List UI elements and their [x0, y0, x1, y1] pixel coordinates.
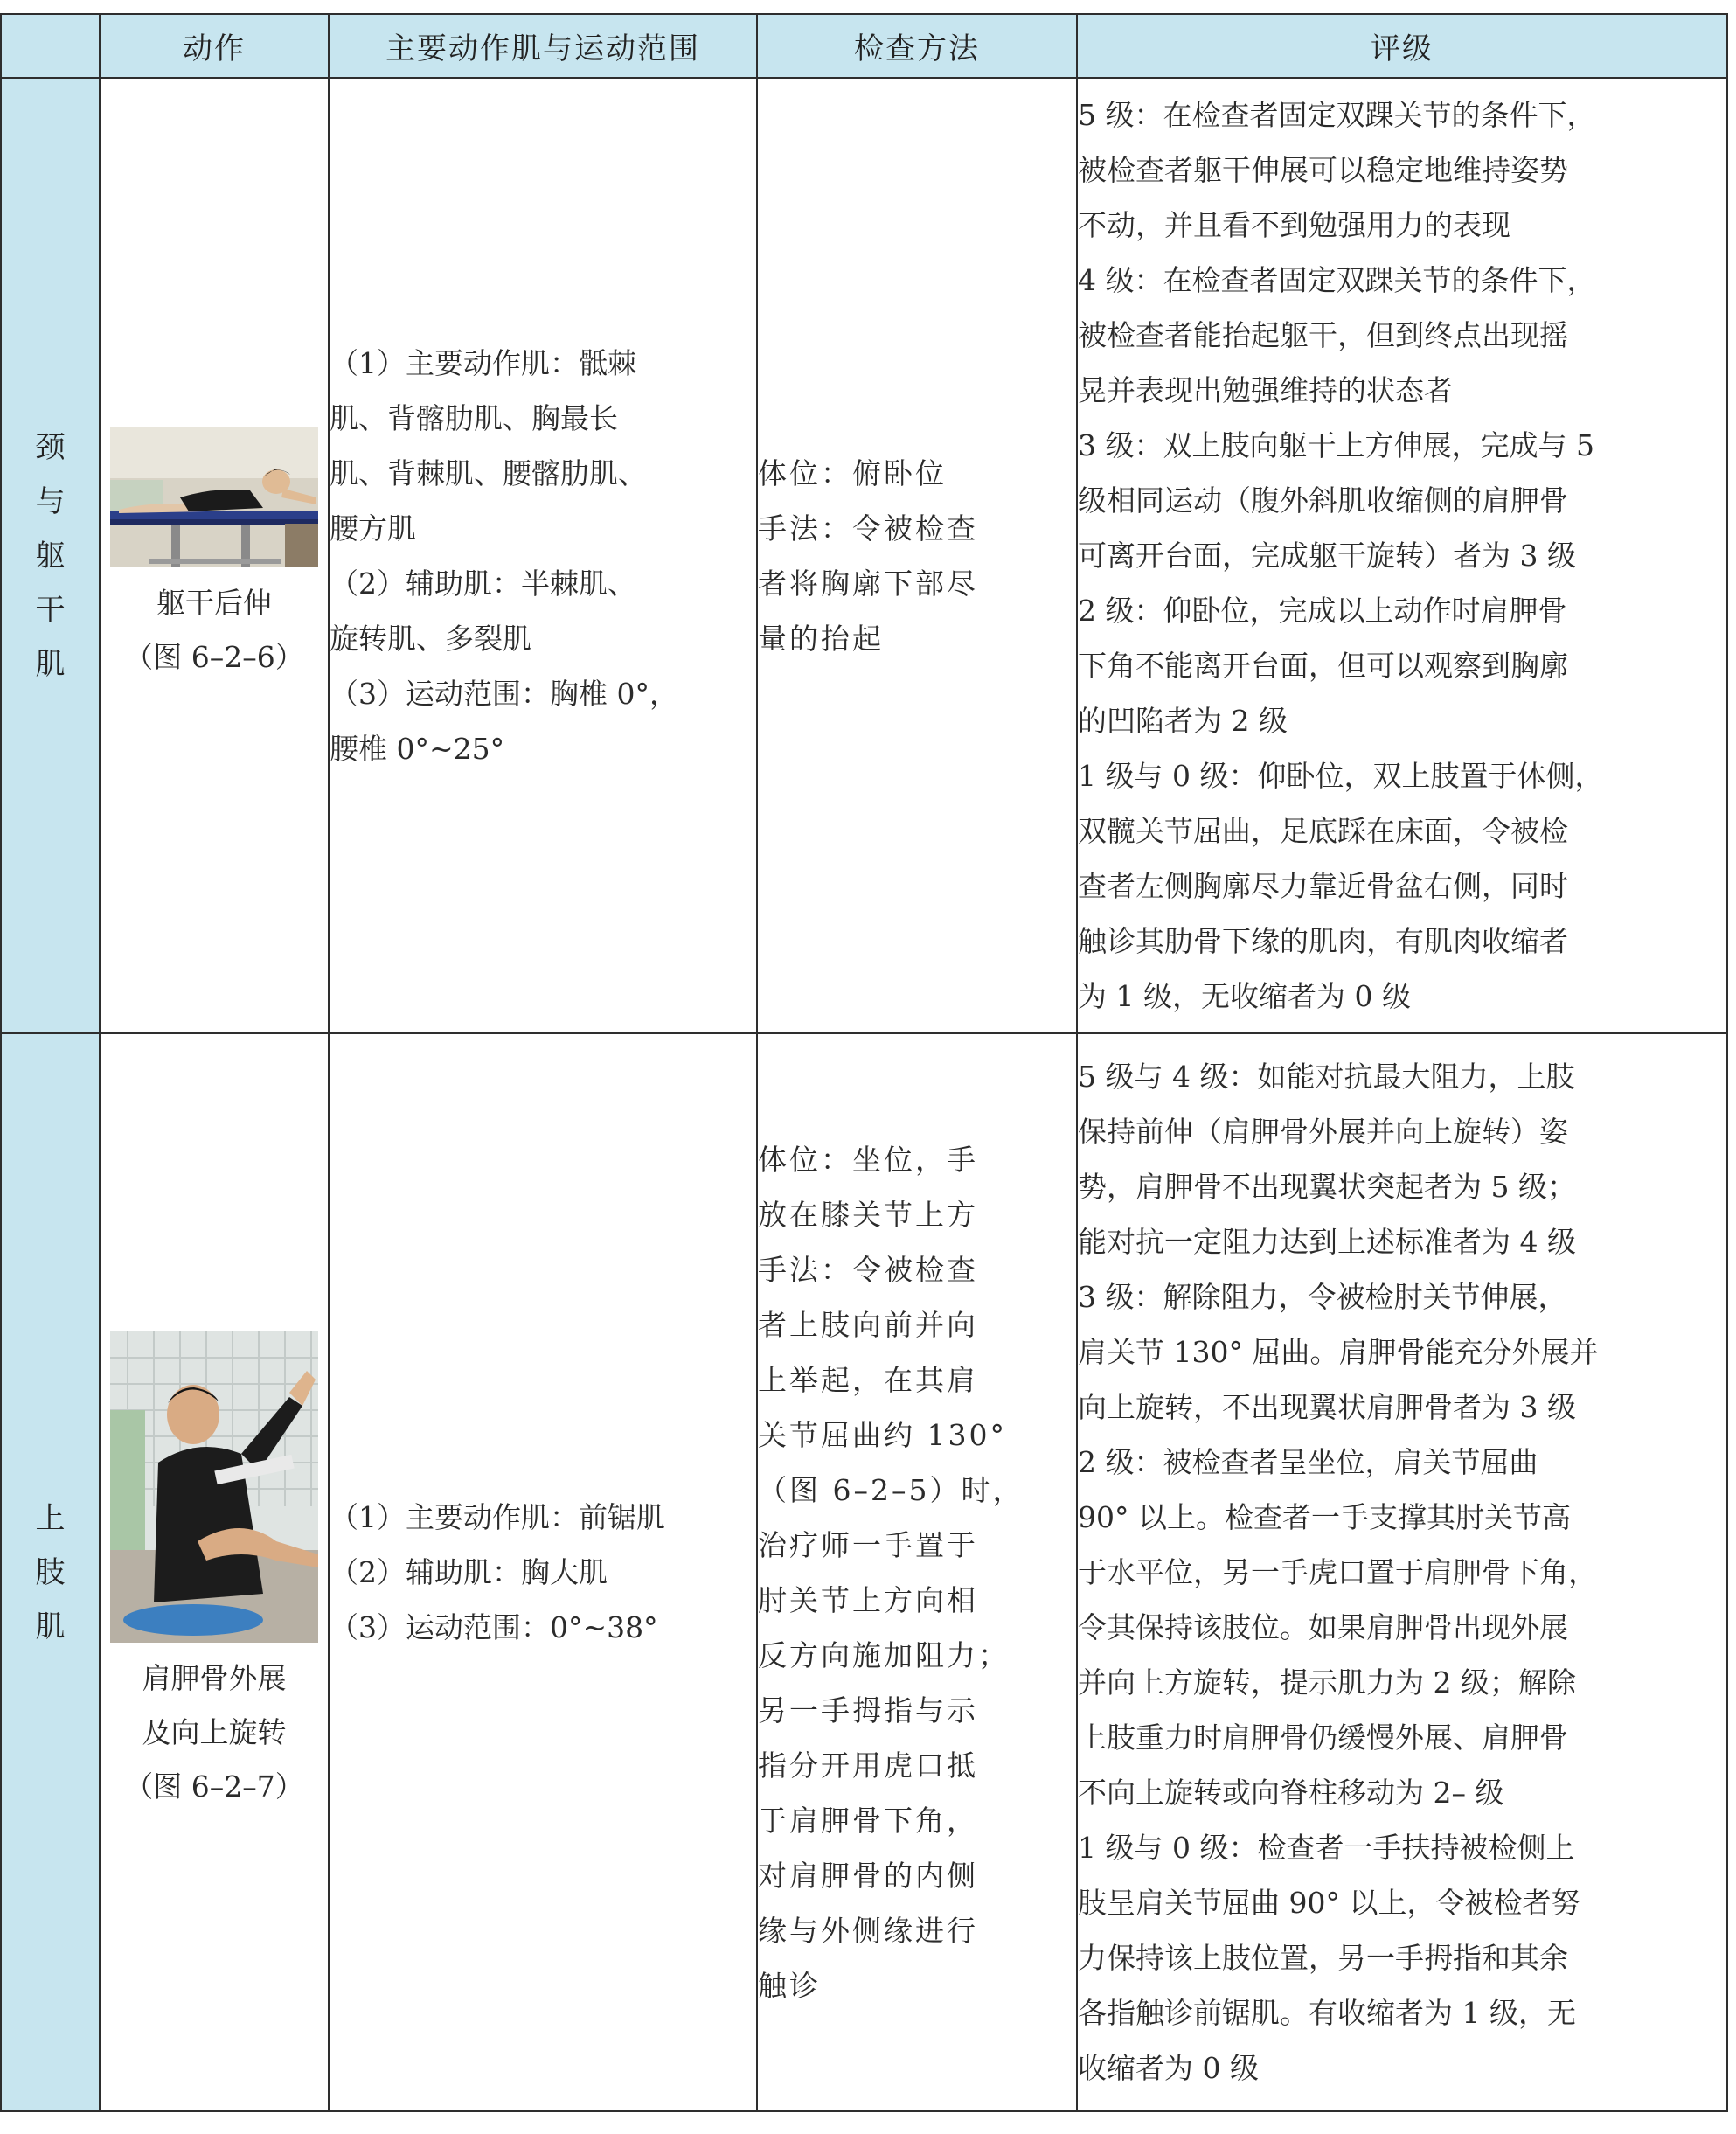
grade-text-line: 5 级与 4 级：如能对抗最大阻力，上肢	[1078, 1060, 1575, 1094]
method-text-line: 治疗师一手置于	[758, 1527, 978, 1562]
method-text-line: 反方向施加阻力；	[758, 1637, 1010, 1672]
method-text-line: 量的抬起	[758, 621, 884, 656]
grade-text-line: 1 级与 0 级：仰卧位，双上肢置于体侧，	[1078, 759, 1604, 793]
method-cell	[757, 1033, 1077, 2111]
muscle-text-line: 肌、背棘肌、腰髂肋肌、	[330, 455, 647, 490]
muscle-text-line: 腰椎 0°~25°	[330, 731, 505, 766]
grade-text-line: 力保持该上肢位置，另一手拇指和其余	[1078, 1941, 1568, 1975]
grade-text-line: 肢呈肩关节屈曲 90° 以上，令被检者努	[1078, 1886, 1580, 1920]
table-row-upper-limb	[1, 1033, 1727, 2111]
grade-text-line: 2 级：仰卧位，完成以上动作时肩胛骨	[1078, 594, 1567, 628]
grade-text-line: 于水平位，另一手虎口置于肩胛骨下角，	[1078, 1555, 1597, 1589]
category-char: 上	[35, 1500, 66, 1536]
grade-text-line: 肩关节 130° 屈曲。肩胛骨能充分外展并	[1078, 1335, 1599, 1369]
header-category	[1, 14, 100, 78]
grade-text-line: 能对抗一定阻力达到上述标准者为 4 级	[1078, 1225, 1576, 1259]
grade-text-line: 不向上旋转或向脊柱移动为 2– 级	[1078, 1776, 1504, 1810]
grade-cell	[1077, 78, 1727, 1033]
grade-text-line: 5 级：在检查者固定双踝关节的条件下，	[1078, 98, 1596, 132]
grade-text-line: 的凹陷者为 2 级	[1078, 704, 1288, 738]
category-char: 干	[35, 592, 66, 628]
category-char: 颈	[35, 429, 66, 465]
method-text-line: 上举起，在其肩	[758, 1362, 978, 1397]
grade-text-line: 下角不能离开台面，但可以观察到胸廓	[1078, 649, 1568, 683]
grade-text-line: 可离开台面，完成躯干旋转）者为 3 级	[1078, 539, 1576, 573]
header-row	[1, 14, 1727, 78]
action-figure-ref: （图 6–2–6）	[124, 639, 304, 674]
muscle-cell	[329, 78, 757, 1033]
grade-text-line: 晃并表现出勉强维持的状态者	[1078, 373, 1453, 407]
scapula-abduction-photo	[110, 1331, 318, 1643]
muscle-text-line: （1）主要动作肌：前锯肌	[330, 1500, 665, 1534]
muscle-text-line: 腰方肌	[330, 511, 416, 546]
action-cell	[100, 78, 329, 1033]
grade-text-line: 并向上方旋转，提示肌力为 2 级；解除	[1078, 1665, 1576, 1700]
category-char: 与	[35, 483, 66, 519]
method-text-line: 另一手拇指与示	[758, 1693, 978, 1727]
header-method: 检查方法	[757, 14, 1077, 78]
grade-text-line: 4 级：在检查者固定双踝关节的条件下，	[1078, 263, 1596, 297]
header-muscle: 主要动作肌与运动范围	[329, 14, 757, 78]
action-label: 及向上旋转	[142, 1714, 287, 1749]
action-label: 肩胛骨外展	[142, 1660, 287, 1695]
method-text-line: 于肩胛骨下角，	[758, 1803, 978, 1838]
grade-text-line: 为 1 级，无收缩者为 0 级	[1078, 979, 1411, 1013]
category-cell	[1, 1033, 100, 2111]
grade-text-line: 查者左侧胸廓尽力靠近骨盆右侧，同时	[1078, 869, 1568, 903]
method-text-line: 放在膝关节上方	[758, 1197, 978, 1232]
method-text-line: 体位：坐位，手	[758, 1142, 978, 1177]
grade-text-line: 被检查者能抬起躯干，但到终点出现摇	[1078, 318, 1568, 352]
category-char: 肌	[35, 1609, 66, 1644]
method-text-line: 手法：令被检查	[758, 511, 978, 546]
grade-text-line: 保持前伸（肩胛骨外展并向上旋转）姿	[1078, 1115, 1568, 1149]
category-char: 躯	[35, 538, 66, 573]
method-text-line: 者将胸廓下部尽	[758, 566, 978, 601]
grade-text-line: 上肢重力时肩胛骨仍缓慢外展、肩胛骨	[1078, 1720, 1568, 1755]
grade-text-line: 2 级：被检查者呈坐位，肩关节屈曲	[1078, 1445, 1538, 1479]
muscle-cell	[329, 1033, 757, 2111]
method-cell	[757, 78, 1077, 1033]
grade-text-line: 不动，并且看不到勉强用力的表现	[1078, 208, 1510, 242]
grade-text-line: 90° 以上。检查者一手支撑其肘关节高	[1078, 1500, 1571, 1534]
grade-text-line: 级相同运动（腹外斜肌收缩侧的肩胛骨	[1078, 483, 1568, 518]
header-action: 动作	[100, 14, 329, 78]
action-figure-ref: （图 6–2–7）	[124, 1769, 304, 1804]
muscle-text-line: （2）辅助肌：胸大肌	[330, 1555, 608, 1589]
grade-text-line: 令其保持该肢位。如果肩胛骨出现外展	[1078, 1610, 1568, 1644]
muscle-test-table	[0, 13, 1728, 2112]
grade-text-line: 被检查者躯干伸展可以稳定地维持姿势	[1078, 153, 1568, 187]
category-char: 肌	[35, 646, 66, 682]
table-row-trunk	[1, 78, 1727, 1033]
method-text-line: 指分开用虎口抵	[758, 1748, 978, 1783]
muscle-text-line: （3）运动范围：胸椎 0°，	[330, 676, 678, 711]
method-text-line: （图 6–2–5）时，	[758, 1472, 1024, 1507]
muscle-text-line: 旋转肌、多裂肌	[330, 621, 531, 656]
method-text-line: 肘关节上方向相	[758, 1582, 978, 1617]
grade-text-line: 向上旋转，不出现翼状肩胛骨者为 3 级	[1078, 1390, 1576, 1424]
grade-text-line: 各指触诊前锯肌。有收缩者为 1 级，无	[1078, 1996, 1576, 2030]
method-text-line: 对肩胛骨的内侧	[758, 1858, 978, 1893]
muscle-text-line: 肌、背髂肋肌、胸最长	[330, 400, 618, 435]
grade-text-line: 收缩者为 0 级	[1078, 2051, 1259, 2085]
grade-cell	[1077, 1033, 1727, 2111]
muscle-text-line: （3）运动范围：0°~38°	[330, 1610, 658, 1644]
method-text-line: 手法：令被检查	[758, 1252, 978, 1287]
grade-text-line: 双髋关节屈曲，足底踩在床面，令被检	[1078, 814, 1568, 848]
grade-text-line: 1 级与 0 级：检查者一手扶持被检侧上	[1078, 1831, 1575, 1865]
grade-text-line: 势，肩胛骨不出现翼状突起者为 5 级；	[1078, 1170, 1576, 1204]
action-cell	[100, 1033, 329, 2111]
muscle-text-line: （2）辅助肌：半棘肌、	[330, 566, 636, 601]
grade-text-line: 3 级：双上肢向躯干上方伸展，完成与 5	[1078, 428, 1594, 462]
method-text-line: 关节屈曲约 130°	[758, 1417, 1007, 1452]
method-text-line: 缘与外侧缘进行	[758, 1913, 978, 1948]
trunk-extension-photo	[110, 427, 318, 567]
category-char: 肢	[35, 1554, 66, 1590]
grade-text-line: 触诊其肋骨下缘的肌肉，有肌肉收缩者	[1078, 924, 1568, 958]
method-text-line: 体位：俯卧位	[758, 455, 947, 490]
method-text-line: 者上肢向前并向	[758, 1307, 978, 1342]
header-grade: 评级	[1077, 14, 1727, 78]
muscle-text-line: （1）主要动作肌：骶棘	[330, 345, 636, 380]
grade-text-line: 3 级：解除阻力，令被检肘关节伸展，	[1078, 1280, 1567, 1314]
category-cell	[1, 78, 100, 1033]
action-label: 躯干后伸	[156, 585, 272, 620]
method-text-line: 触诊	[758, 1968, 821, 2003]
